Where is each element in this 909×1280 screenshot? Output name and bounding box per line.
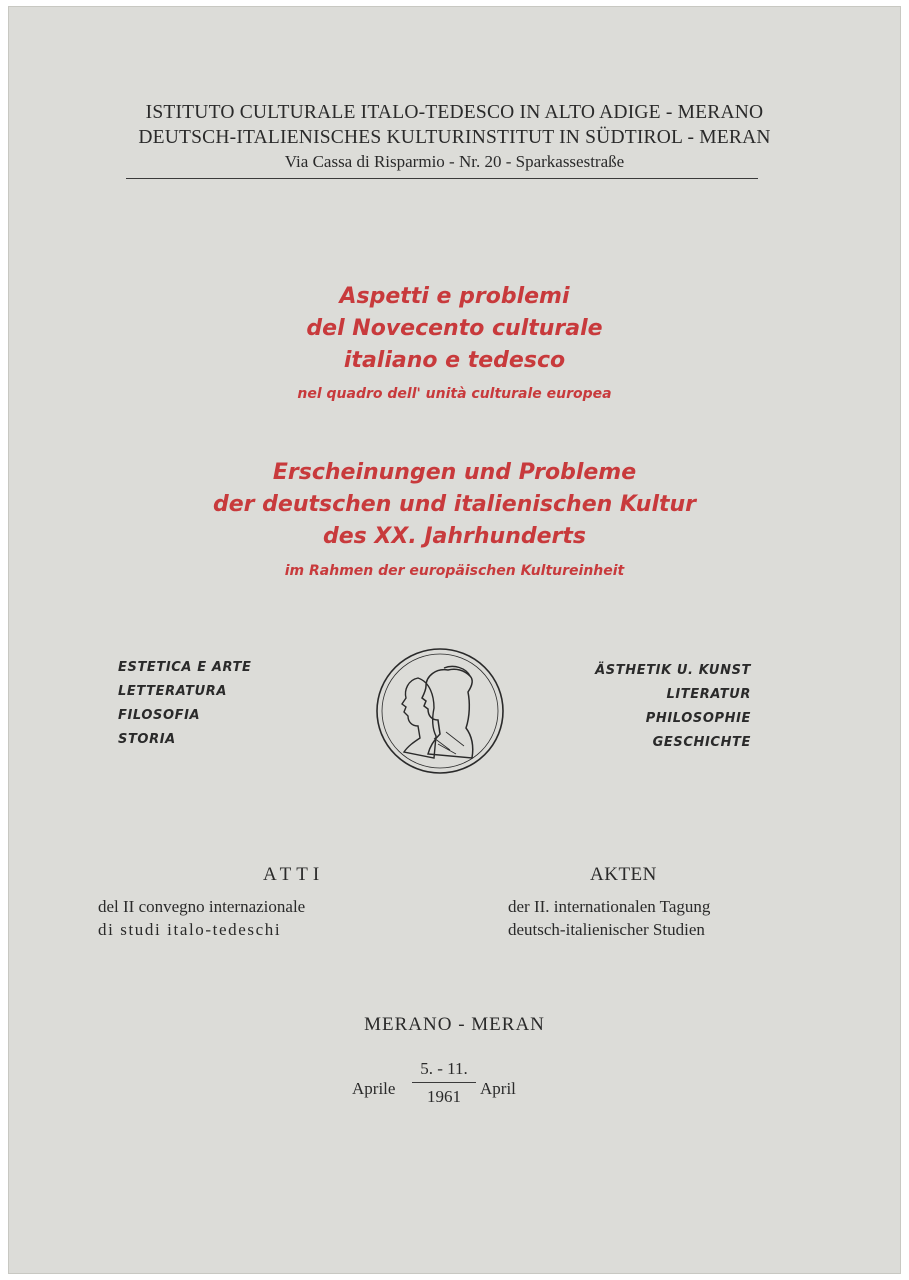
german-title-line-1: Erscheinungen und Probleme [272, 460, 637, 485]
institute-name-italian: ISTITUTO CULTURALE ITALO-TEDESCO IN ALTO ADIGE - MERANO [145, 102, 764, 123]
topic-item: STORIA [118, 732, 176, 747]
italian-title-line-2: del Novecento culturale [306, 316, 603, 341]
italian-subtitle: nel quadro dell' unità culturale europea [297, 386, 612, 402]
date-month-italian: Aprile [352, 1079, 396, 1098]
german-title-line-2: der deutschen und italienischen Kultur [212, 492, 697, 517]
topics-italian [118, 656, 251, 752]
book-cover [8, 6, 901, 1274]
german-title-line-3: des XX. Jahrhunderts [322, 524, 587, 549]
two-profile-portraits-medallion-icon [374, 646, 506, 776]
institute-name-german: DEUTSCH-ITALIENISCHES KULTURINSTITUT IN SÜDTIROL - MERAN [138, 127, 771, 148]
akten-line-1: der II. internationalen Tagung [508, 897, 711, 916]
italian-title-line-1: Aspetti e problemi [339, 284, 570, 309]
date-year: 1961 [427, 1087, 461, 1106]
atti-line-2: di studi italo-tedeschi [98, 920, 282, 939]
german-subtitle: im Rahmen der europäischen Kultureinheit [284, 563, 625, 579]
topics-german [595, 659, 751, 755]
topic-item: FILOSOFIA [118, 708, 201, 723]
topic-item: ÄSTHETIK U. KUNST [595, 663, 751, 678]
place-name: MERANO - MERAN [364, 1014, 545, 1035]
atti-heading: ATTI [263, 864, 325, 885]
date-days: 5. - 11. [420, 1059, 468, 1078]
topic-item: LETTERATURA [118, 684, 228, 699]
atti-line-1: del II convegno internazionale [98, 897, 306, 916]
topic-item: PHILOSOPHIE [645, 711, 751, 726]
topic-item: GESCHICHTE [652, 735, 751, 750]
akten-line-2: deutsch-italienischer Studien [508, 920, 705, 939]
date-month-german: April [480, 1079, 516, 1098]
italian-title-line-3: italiano e tedesco [343, 348, 566, 373]
topic-item: ESTETICA E ARTE [118, 660, 252, 675]
akten-heading: AKTEN [590, 864, 657, 885]
date-fraction-bar [412, 1082, 476, 1083]
institute-address: Via Cassa di Risparmio - Nr. 20 - Sparkassestraße [284, 152, 625, 171]
topic-item: LITERATUR [666, 687, 751, 702]
header-divider [126, 178, 758, 179]
